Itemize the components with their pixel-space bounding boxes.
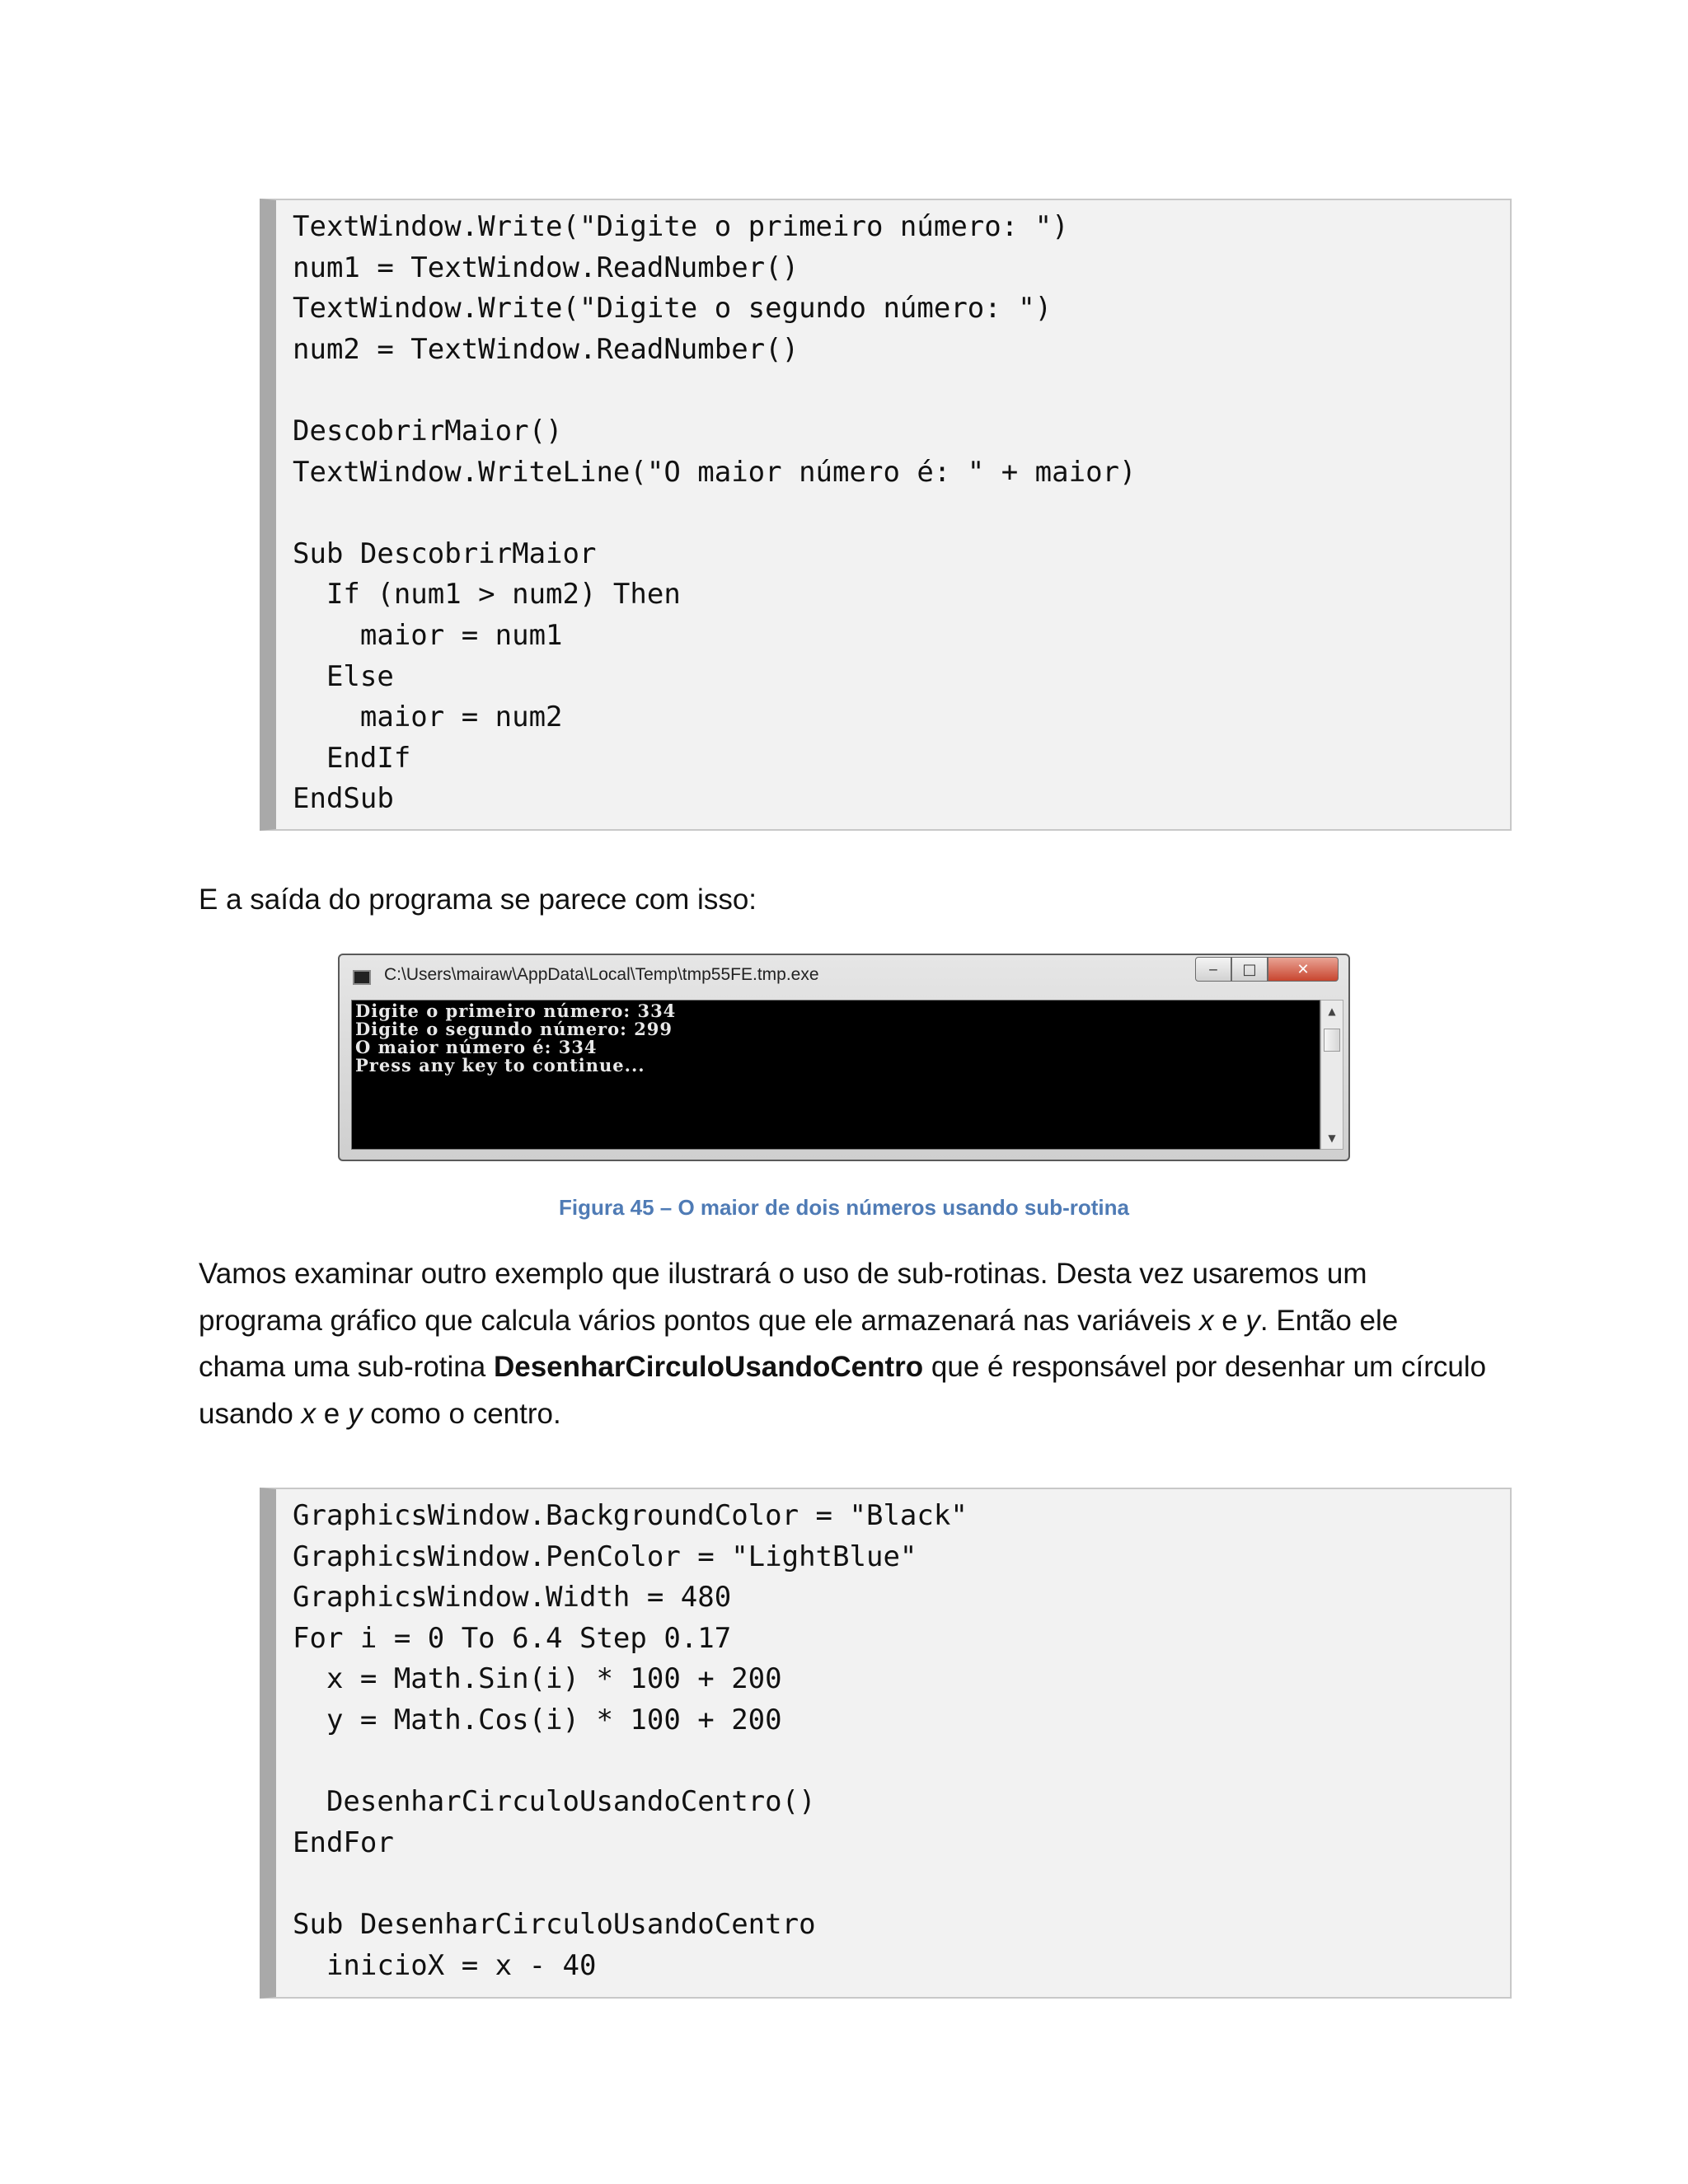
code-line: TextWindow.WriteLine("O maior número é: " + maior)	[293, 455, 1137, 489]
window-controls	[1179, 957, 1343, 983]
code-line: Else	[293, 659, 394, 693]
code-line: EndFor	[293, 1825, 394, 1859]
console-output-line: Digite o segundo número: 299	[355, 1019, 673, 1039]
code-lines	[293, 207, 1137, 820]
code-line: x = Math.Sin(i) * 100 + 200	[293, 1662, 782, 1696]
minimize-button[interactable]: ‒	[1195, 957, 1231, 982]
close-button[interactable]: ✕	[1268, 957, 1339, 982]
code-line: GraphicsWindow.Width = 480	[293, 1581, 732, 1615]
console-scrollbar[interactable]	[1320, 1000, 1343, 1150]
body-text: que é responsável por desenhar um círculo usando	[199, 1351, 1487, 1430]
variable-x: x	[301, 1397, 316, 1430]
code-line: If (num1 > num2) Then	[293, 578, 681, 612]
code-line	[293, 1863, 968, 1905]
variable-y: y	[1245, 1304, 1260, 1337]
code-lines	[293, 1496, 968, 1986]
console-window-screenshot	[338, 954, 1350, 1161]
code-line: num1 = TextWindow.ReadNumber()	[293, 251, 799, 284]
console-output	[355, 1002, 676, 1075]
body-text: e	[1213, 1304, 1246, 1337]
intro-paragraph: E a saída do programa se parece com isso:	[199, 883, 757, 916]
console-output-line: O maior número é: 334	[355, 1037, 598, 1057]
code-line	[293, 370, 1137, 411]
code-line: TextWindow.Write("Digite o primeiro número: ")	[293, 210, 1069, 243]
code-line	[293, 493, 1137, 534]
code-line: TextWindow.Write("Digite o segundo número: ")	[293, 292, 1053, 326]
code-line: GraphicsWindow.PenColor = "LightBlue"	[293, 1540, 917, 1573]
code-line: y = Math.Cos(i) * 100 + 200	[293, 1703, 782, 1736]
body-text: e	[316, 1397, 348, 1430]
code-line: DescobrirMaior()	[293, 414, 563, 448]
code-line: GraphicsWindow.BackgroundColor = "Black"	[293, 1499, 968, 1532]
body-text: Vamos examinar outro exemplo que ilustrará o uso de sub-rotinas. Desta vez usaremos um programa gráfico que calcula vários pontos que ele armazenará nas variáveis	[199, 1258, 1367, 1337]
code-line: EndIf	[293, 741, 411, 775]
code-block-2	[260, 1488, 1512, 1999]
code-line: For i = 0 To 6.4 Step 0.17	[293, 1621, 732, 1655]
code-line: DesenharCirculoUsandoCentro()	[293, 1785, 816, 1819]
code-line: Sub DescobrirMaior	[293, 537, 597, 570]
scroll-down-arrow-icon[interactable]: ▼	[1328, 1132, 1336, 1144]
maximize-button[interactable]: □	[1231, 957, 1268, 982]
code-line: num2 = TextWindow.ReadNumber()	[293, 332, 799, 366]
console-title: C:\Users\mairaw\AppData\Local\Temp\tmp55FE.tmp.exe	[384, 965, 819, 984]
console-screen	[351, 1000, 1320, 1150]
code-line	[293, 1741, 968, 1783]
code-line: maior = num2	[293, 701, 563, 734]
console-output-line: Digite o primeiro número: 334	[355, 1001, 677, 1021]
code-block-1	[260, 199, 1512, 831]
code-line: EndSub	[293, 782, 394, 816]
console-output-line: Press any key to continue...	[355, 1055, 645, 1076]
code-line: Sub DesenharCirculoUsandoCentro	[293, 1907, 816, 1941]
subroutine-name: DesenharCirculoUsandoCentro	[493, 1351, 924, 1383]
body-text: . Então ele chama uma sub-rotina	[199, 1304, 1399, 1383]
console-titlebar	[340, 955, 1348, 1000]
scroll-thumb[interactable]	[1324, 1029, 1340, 1052]
body-paragraph	[199, 1251, 1493, 1437]
code-line: maior = num1	[293, 618, 563, 652]
variable-y: y	[347, 1397, 363, 1430]
figure-caption: Figura 45 – O maior de dois números usando sub-rotina	[558, 1195, 1129, 1220]
code-line: inicioX = x - 40	[293, 1948, 597, 1982]
scroll-up-arrow-icon[interactable]: ▲	[1328, 1005, 1336, 1017]
body-text: como o centro.	[362, 1397, 561, 1430]
console-app-icon	[353, 970, 371, 985]
variable-x: x	[1199, 1304, 1214, 1337]
